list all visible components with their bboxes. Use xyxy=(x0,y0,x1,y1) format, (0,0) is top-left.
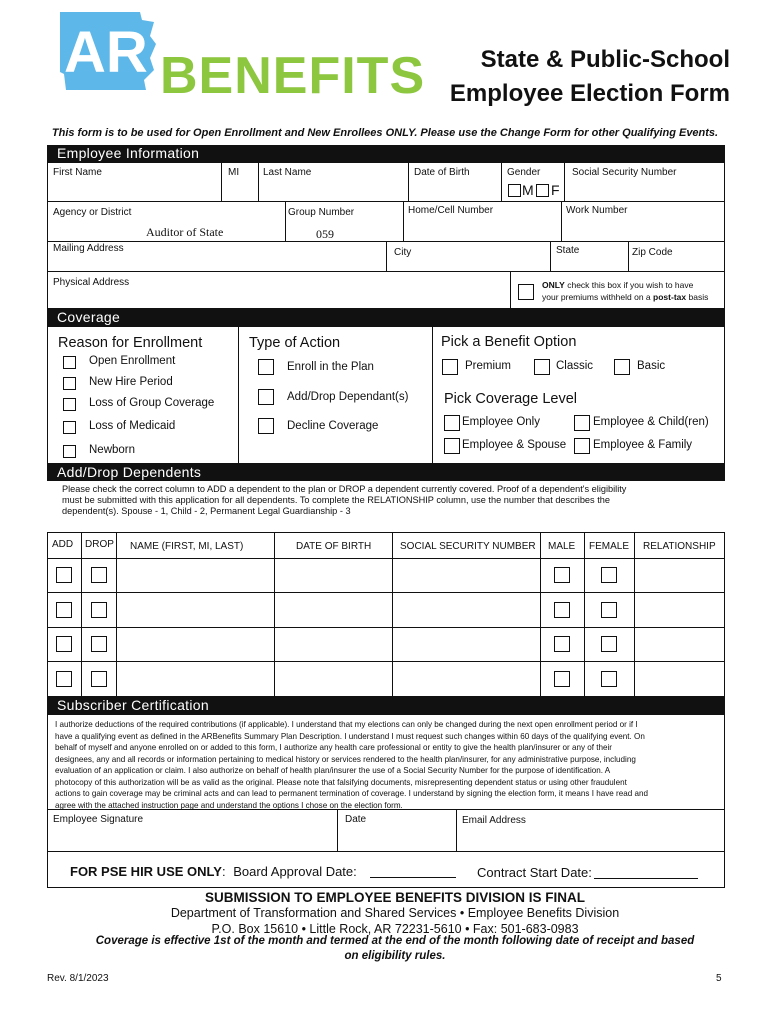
dob-label: Date of Birth xyxy=(414,167,470,178)
gender-male-label: M xyxy=(522,182,534,198)
reason-heading: Reason for Enrollment xyxy=(58,335,203,351)
dependents-heading: Add/Drop Dependents xyxy=(47,464,725,481)
dependent-3-drop-checkbox[interactable] xyxy=(91,636,107,652)
reason-label-0: Open Enrollment xyxy=(89,355,176,367)
benefit-label-basic: Basic xyxy=(637,360,666,372)
action-label-0: Enroll in the Plan xyxy=(287,361,374,373)
submission-final: SUBMISSION TO EMPLOYEE BENEFITS DIVISION IS FINAL xyxy=(204,890,586,905)
form-notice: This form is to be used for Open Enrollment and New Enrollees ONLY. Please use the Change Form for other Qualifying Events. xyxy=(51,127,719,139)
dependent-1-drop-checkbox[interactable] xyxy=(91,567,107,583)
dependents-instructions-3: dependent(s). Spouse - 1, Child - 2, Permanent Legal Guardianship - 3 xyxy=(62,506,351,516)
benefit-checkbox-basic[interactable] xyxy=(614,359,630,375)
dependent-4-add-checkbox[interactable] xyxy=(56,671,72,687)
dependent-3-female-checkbox[interactable] xyxy=(601,636,617,652)
action-label-2: Decline Coverage xyxy=(287,420,379,432)
col-dob: DATE OF BIRTH xyxy=(296,541,372,552)
benefit-checkbox-classic[interactable] xyxy=(534,359,550,375)
level-label-1: Employee & Child(ren) xyxy=(593,416,709,428)
reason-label-2: Loss of Group Coverage xyxy=(89,397,215,409)
dependent-1-add-checkbox[interactable] xyxy=(56,567,72,583)
reason-checkbox-1[interactable] xyxy=(63,377,76,390)
level-checkbox-2[interactable] xyxy=(444,438,460,454)
dependent-4-drop-checkbox[interactable] xyxy=(91,671,107,687)
dependent-2-add-checkbox[interactable] xyxy=(56,602,72,618)
benefit-label-premium: Premium xyxy=(465,360,512,372)
certification-heading: Subscriber Certification xyxy=(47,697,725,714)
level-label-2: Employee & Spouse xyxy=(462,439,567,451)
contract-date-line[interactable] xyxy=(594,878,698,879)
col-name: NAME (FIRST, MI, LAST) xyxy=(130,541,244,552)
benefits-logo-text: BENEFITS xyxy=(160,47,426,105)
signature-label: Employee Signature xyxy=(53,814,144,825)
col-drop: DROP xyxy=(85,539,114,550)
dependents-instructions-2: must be submitted with this application for all dependents. To complete the RELATIONSHIP column, use the number that describes the xyxy=(62,495,610,505)
reason-label-3: Loss of Medicaid xyxy=(89,420,176,432)
zip-label: Zip Code xyxy=(632,247,673,258)
arkansas-state-logo xyxy=(58,10,158,92)
reason-checkbox-0[interactable] xyxy=(63,356,76,369)
first-name-label: First Name xyxy=(53,167,102,178)
dependent-4-female-checkbox[interactable] xyxy=(601,671,617,687)
group-number-value[interactable]: 059 xyxy=(316,227,334,241)
dependent-1-female-checkbox[interactable] xyxy=(601,567,617,583)
dependents-table xyxy=(47,532,725,697)
benefit-heading: Pick a Benefit Option xyxy=(441,334,577,350)
form-title-line1: State & Public-School xyxy=(480,46,730,73)
agency-value[interactable]: Auditor of State xyxy=(146,225,224,239)
level-label-3: Employee & Family xyxy=(593,439,693,451)
level-label-0: Employee Only xyxy=(462,416,540,428)
coverage-note-2: on eligibility rules. xyxy=(344,950,446,962)
benefit-label-classic: Classic xyxy=(556,360,594,372)
post-tax-checkbox[interactable] xyxy=(518,284,534,300)
svg-text:AR: AR xyxy=(64,20,148,85)
mi-label: MI xyxy=(228,167,240,178)
dependent-1-male-checkbox[interactable] xyxy=(554,567,570,583)
col-add: ADD xyxy=(52,539,74,550)
home-cell-label: Home/Cell Number xyxy=(408,205,494,216)
reason-checkbox-4[interactable] xyxy=(63,445,76,458)
physical-address-label: Physical Address xyxy=(53,277,130,288)
action-label-1: Add/Drop Dependant(s) xyxy=(287,391,409,403)
gender-male-checkbox[interactable] xyxy=(508,184,521,197)
level-checkbox-3[interactable] xyxy=(574,438,590,454)
reason-checkbox-3[interactable] xyxy=(63,421,76,434)
action-checkbox-2[interactable] xyxy=(258,418,274,434)
email-label: Email Address xyxy=(462,815,526,826)
benefit-checkbox-premium[interactable] xyxy=(442,359,458,375)
reason-checkbox-2[interactable] xyxy=(63,398,76,411)
last-name-label: Last Name xyxy=(263,167,312,178)
ssn-label: Social Security Number xyxy=(572,167,677,178)
gender-female-checkbox[interactable] xyxy=(536,184,549,197)
certification-text: I authorize deductions of the required contributions (if applicable). I understand that my elections can only be changed during the next open enrollment period or if I have a qualifying event as defined in the ARBenefits Summary Plan Description. I understand I must request such changes within 60 days of the qualifying event. On behalf of myself and anyone enrolled on or added to this form, I authorize any health care professional or entity to give the health plan/insurer or any of their designees, any and all records or information pertaining to medical history or services rendered to the health plan/insurer, for any administrative purpose, including evaluation of an application or claim. I also authorize on behalf of health plan/insurer the use of a Social Security Number for the purpose of identification. A photocopy of this authorization will be as valid as the original. Please note that falsifying documents, misrepresenting dependent status or using other fraudulent actions to gain coverage may be criminal acts and can lead to permanent termination of coverage. I understand by signing the election form, it means I have read and agree with the attached instruction page and understand the options I chose on the election form. xyxy=(55,720,648,810)
col-male: MALE xyxy=(548,541,576,552)
dependent-4-male-checkbox[interactable] xyxy=(554,671,570,687)
certification-box xyxy=(47,714,725,888)
pse-use-line: FOR PSE HIR USE ONLY: Board Approval Date: xyxy=(70,864,357,879)
employee-info-box xyxy=(47,162,725,309)
gender-female-label: F xyxy=(551,182,560,198)
col-ssn: SOCIAL SECURITY NUMBER xyxy=(400,541,536,552)
coverage-box xyxy=(47,326,725,464)
col-female: FEMALE xyxy=(589,541,630,552)
revision-date: Rev. 8/1/2023 xyxy=(47,973,109,984)
coverage-heading: Coverage xyxy=(47,309,725,326)
level-heading: Pick Coverage Level xyxy=(444,391,577,407)
agency-label: Agency or District xyxy=(53,207,132,218)
action-heading: Type of Action xyxy=(249,335,341,351)
dependent-2-female-checkbox[interactable] xyxy=(601,602,617,618)
date-label: Date xyxy=(345,814,367,825)
board-date-line[interactable] xyxy=(370,877,456,878)
level-checkbox-1[interactable] xyxy=(574,415,590,431)
reason-label-4: Newborn xyxy=(89,444,136,456)
action-checkbox-0[interactable] xyxy=(258,359,274,375)
action-checkbox-1[interactable] xyxy=(258,389,274,405)
dependent-2-male-checkbox[interactable] xyxy=(554,602,570,618)
dependents-instructions-1: Please check the correct column to ADD a dependent to the plan or DROP a dependent currently covered. Proof of a dependent's eligibility xyxy=(62,484,627,494)
form-title-line2: Employee Election Form xyxy=(449,80,730,107)
dependent-3-male-checkbox[interactable] xyxy=(554,636,570,652)
reason-label-1: New Hire Period xyxy=(89,376,173,388)
page-number: 5 xyxy=(716,973,722,984)
address-line: P.O. Box 15610 • Little Rock, AR 72231-5610 • Fax: 501-683-0983 xyxy=(211,922,579,936)
state-label: State xyxy=(556,245,580,256)
work-number-label: Work Number xyxy=(566,205,628,216)
dependent-2-drop-checkbox[interactable] xyxy=(91,602,107,618)
post-tax-line1: ONLY check this box if you wish to have xyxy=(542,280,694,290)
col-relationship: RELATIONSHIP xyxy=(643,541,716,552)
department-line: Department of Transformation and Shared Services • Employee Benefits Division xyxy=(170,906,620,920)
group-number-label: Group Number xyxy=(288,207,355,218)
city-label: City xyxy=(394,247,412,258)
gender-label: Gender xyxy=(507,167,541,178)
post-tax-line2: your premiums withheld on a post-tax basis xyxy=(542,292,709,302)
level-checkbox-0[interactable] xyxy=(444,415,460,431)
coverage-note-1: Coverage is effective 1st of the month and termed at the end of the month following date of receipt and based xyxy=(95,935,695,947)
employee-info-heading: Employee Information xyxy=(47,145,725,162)
contract-date-label: Contract Start Date: xyxy=(477,865,592,880)
dependent-3-add-checkbox[interactable] xyxy=(56,636,72,652)
mailing-address-label: Mailing Address xyxy=(53,243,124,254)
